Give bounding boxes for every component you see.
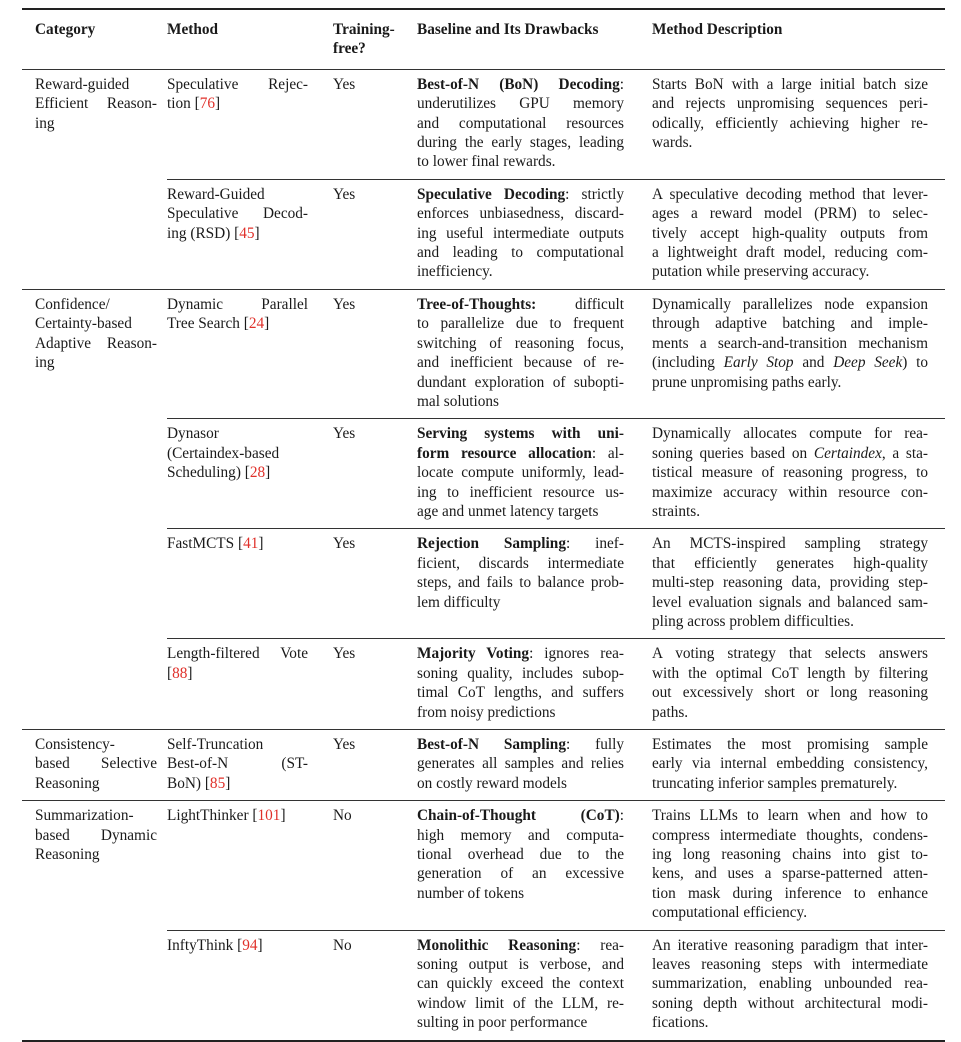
text-line: [167, 664, 308, 683]
text-line: locate compute uniformly, lead-: [417, 464, 624, 482]
text-line: timal CoT lengths, and suffers: [417, 684, 624, 702]
text-segment: and: [793, 354, 834, 372]
text-line: Reward-guided: [35, 75, 130, 93]
description-cell: [652, 69, 945, 179]
method-cell: [167, 730, 333, 801]
header-training-free: [333, 9, 417, 69]
text-segment: ]: [225, 774, 231, 792]
text-line: Yes: [333, 645, 356, 663]
text-line: switching of reasoning focus,: [417, 334, 624, 352]
text-line: Consistency-: [35, 736, 115, 753]
text-line: steps, and fails to balance prob-: [417, 574, 624, 592]
text-line: multi-step reasoning data, providing step-: [652, 574, 928, 592]
training-free-cell: [333, 529, 417, 639]
baseline-name: Tree-of-Thoughts:: [417, 295, 537, 313]
description-cell: [652, 419, 945, 529]
method-cell: [167, 930, 333, 1041]
text-line: Dynamic Parallel: [167, 295, 308, 313]
text-line: putation while preserving accuracy.: [652, 263, 870, 281]
text-segment: ]: [215, 95, 221, 113]
table-row: [22, 801, 945, 930]
text-line: wards.: [652, 134, 693, 152]
text-segment: (including: [652, 354, 724, 372]
training-free-cell: [333, 930, 417, 1041]
baseline-name: Majority Voting: [417, 645, 530, 663]
text-line: No: [333, 807, 352, 825]
description-cell: [652, 801, 945, 930]
text-line: [652, 353, 928, 372]
citation-link[interactable]: 41: [243, 535, 259, 553]
text-line: ments a search-and-transition mechanism: [652, 334, 928, 352]
text-line: Length-filtered Vote: [167, 645, 308, 663]
text-line: tistical measure of reasoning progress, to: [652, 464, 928, 482]
text-line: Reward-Guided: [167, 185, 265, 203]
table-row: [22, 289, 945, 418]
methods-comparison-table: [22, 8, 945, 1042]
text-line: lem difficulty: [417, 593, 501, 611]
text-line: [167, 936, 308, 955]
training-free-cell: [333, 289, 417, 418]
text-line: soning quality, includes subop-: [417, 664, 624, 682]
text-line: truncating inferior samples prematurely.: [652, 774, 898, 792]
text-line: tion mask during inference to enhance: [652, 884, 928, 902]
text-line: generates all samples and relies: [417, 755, 624, 773]
text-segment: InftyThink [: [167, 936, 243, 954]
description-cell: [652, 930, 945, 1041]
text-line: generation of an excessive: [417, 865, 624, 883]
text-line: [417, 936, 624, 955]
text-line: Speculative Decod-: [167, 205, 308, 223]
text-line: fications.: [652, 1014, 709, 1032]
text-line: Estimates the most promising sample: [652, 736, 928, 753]
baseline-cell: [417, 289, 652, 418]
text-line: out excessively short or long reasoning: [652, 684, 928, 702]
baseline-cell: [417, 419, 652, 529]
citation-link[interactable]: 88: [172, 664, 188, 682]
citation-link[interactable]: 85: [209, 774, 226, 792]
text-line: level evaluation signals and balanced sam-: [652, 593, 928, 611]
text-line: Starts BoN with a large initial batch size: [652, 75, 928, 93]
text-segment: tion [: [167, 95, 200, 113]
text-segment: ]: [257, 936, 263, 954]
text-line: Yes: [333, 425, 356, 443]
text-line: that efficiently generates high-quality: [652, 554, 928, 572]
text-line: [417, 644, 624, 663]
text-line: through adaptive batching and imple-: [652, 315, 928, 333]
text-line: [417, 735, 624, 754]
text-line: mal solutions: [417, 392, 500, 410]
text-line: odically, efficiently achieving higher re-: [652, 114, 928, 132]
text-line: An MCTS-inspired sampling strategy: [652, 535, 928, 553]
text-segment: : strictly: [565, 185, 625, 203]
table-row: [22, 69, 945, 179]
description-cell: [652, 179, 945, 289]
text-line: during the early stages, leading: [417, 134, 624, 152]
table-header: [22, 9, 945, 69]
text-line: soning depth without architectural modi-: [652, 994, 928, 1012]
method-cell: [167, 69, 333, 179]
text-line: Yes: [333, 185, 356, 203]
baseline-cell: [417, 529, 652, 639]
text-line: age and unmet latency targets: [417, 502, 599, 520]
text-segment: ]: [280, 807, 286, 825]
baseline-name: Serving systems with uni-: [417, 425, 624, 443]
text-segment: ]: [264, 315, 270, 333]
text-line: No: [333, 936, 352, 954]
text-line: Yes: [333, 75, 356, 93]
category-cell: [22, 289, 167, 729]
method-cell: [167, 179, 333, 289]
text-segment: ing (RSD) [: [167, 224, 240, 242]
text-line: prune unpromising paths early.: [652, 373, 842, 391]
citation-link[interactable]: 101: [257, 807, 281, 825]
header-row: [22, 9, 945, 69]
text-segment: difficult: [536, 295, 624, 313]
text-line: [417, 424, 624, 443]
text-segment: FastMCTS [: [167, 535, 244, 553]
text-segment: BoN) [: [167, 774, 210, 792]
text-segment: ) to: [902, 354, 928, 372]
text-line: [417, 185, 624, 204]
baseline-name: Speculative Decoding: [417, 185, 566, 203]
text-line: dundant exploration of subopti-: [417, 373, 624, 391]
category-group: [22, 289, 945, 729]
text-line: early via internal embedding consistency,: [652, 755, 928, 773]
text-line: sulting in poor performance: [417, 1014, 588, 1032]
training-free-cell: [333, 419, 417, 529]
text-line: Yes: [333, 535, 356, 553]
text-segment: Tree Search [: [167, 315, 249, 333]
text-line: and inefficient because of re-: [417, 354, 624, 372]
text-line: compress intermediate thoughts, condens-: [652, 826, 928, 844]
text-segment: : inef-: [565, 535, 624, 553]
emphasis-text: Certaindex: [813, 444, 882, 462]
text-line: ing long reasoning chains into gist to-: [652, 846, 928, 864]
text-segment: : fully: [565, 736, 624, 753]
citation-link[interactable]: 94: [242, 936, 258, 954]
text-line: from noisy predictions: [417, 703, 556, 721]
text-line: and computational resources: [417, 114, 624, 132]
baseline-cell: [417, 179, 652, 289]
baseline-name: Chain-of-Thought (CoT): [417, 807, 620, 825]
category-cell: [22, 69, 167, 289]
text-line: ages a reward model (PRM) to selec-: [652, 205, 928, 223]
text-line: ing: [35, 354, 55, 372]
citation-link[interactable]: 28: [249, 464, 266, 482]
text-line: high memory and computa-: [417, 826, 624, 844]
training-free-cell: [333, 639, 417, 730]
text-line: to lower final rewards.: [417, 153, 556, 171]
text-line: can quickly exceed the context: [417, 975, 624, 993]
method-cell: [167, 289, 333, 418]
text-line: ficient, discards intermediate: [417, 554, 624, 572]
text-line: [417, 806, 624, 825]
text-line: ing: [35, 114, 55, 132]
description-cell: [652, 289, 945, 418]
baseline-cell: [417, 801, 652, 930]
text-line: ing to inefficient resource us-: [417, 483, 624, 501]
baseline-name: form resource allocation: [417, 444, 592, 462]
text-line: [167, 314, 308, 333]
text-segment: : rea-: [576, 936, 624, 954]
text-line: [167, 463, 308, 482]
text-segment: ]: [258, 535, 264, 553]
text-line: inefficiency.: [417, 263, 493, 281]
text-segment: : ignores rea-: [529, 645, 625, 663]
description-cell: [652, 529, 945, 639]
baseline-cell: [417, 639, 652, 730]
header-method: [167, 9, 333, 69]
text-line: kens, and uses a sparse-patterned atten-: [652, 865, 928, 883]
text-line: with the optimal CoT length by filtering: [652, 664, 928, 682]
text-line: Category: [35, 21, 96, 38]
text-line: Confidence/: [35, 295, 110, 313]
text-line: enforces unbiasedness, discard-: [417, 205, 624, 223]
text-line: tional overhead due to the: [417, 846, 624, 864]
text-segment: ]: [265, 464, 271, 482]
text-line: Baseline and Its Drawbacks: [417, 21, 599, 38]
text-segment: :: [619, 75, 624, 93]
training-free-cell: [333, 179, 417, 289]
baseline-name: Rejection Sampling: [417, 535, 566, 553]
text-line: Speculative Rejec-: [167, 75, 308, 93]
text-line: [167, 774, 308, 793]
method-cell: [167, 801, 333, 930]
text-line: based Selective: [35, 755, 157, 773]
text-line: Dynamically allocates compute for rea-: [652, 425, 928, 443]
category-group: [22, 69, 945, 289]
text-line: Dynamically parallelizes node expansion: [652, 295, 928, 313]
header-baseline: [417, 9, 652, 69]
baseline-cell: [417, 930, 652, 1041]
text-line: underutilizes GPU memory: [417, 95, 624, 113]
text-line: Summarization-: [35, 807, 134, 825]
text-line: paths.: [652, 703, 689, 721]
text-line: [652, 444, 928, 463]
text-segment: , a sta-: [881, 444, 928, 462]
text-line: computational efficiency.: [652, 904, 808, 922]
category-cell: [22, 730, 167, 801]
text-line: Reasoning: [35, 846, 100, 864]
text-line: ing useful intermediate outputs: [417, 224, 624, 242]
table-row: [22, 730, 945, 801]
text-line: [417, 534, 624, 553]
method-cell: [167, 419, 333, 529]
text-line: and rejects unpromising sequences peri-: [652, 95, 928, 113]
citation-link[interactable]: 76: [199, 95, 216, 113]
category-cell: [22, 801, 167, 1041]
header-description: [652, 9, 945, 69]
text-line: soning output is verbose, and: [417, 956, 624, 974]
text-line: Training-: [333, 21, 395, 38]
text-segment: ]: [187, 664, 193, 682]
text-line: Trains LLMs to learn when and how to: [652, 807, 928, 825]
baseline-name: Best-of-N (BoN) Decoding: [417, 75, 620, 93]
text-line: Efficient Reason-: [35, 95, 157, 113]
description-cell: [652, 639, 945, 730]
category-group: [22, 730, 945, 801]
text-line: free?: [333, 40, 366, 58]
training-free-cell: [333, 801, 417, 930]
text-line: on costly reward models: [417, 774, 567, 792]
text-line: [417, 295, 624, 314]
text-line: Dynasor: [167, 425, 219, 443]
text-line: [167, 534, 308, 553]
category-group: [22, 801, 945, 1041]
text-line: window limit of the LLM, re-: [417, 994, 624, 1012]
text-line: A voting strategy that selects answers: [652, 645, 928, 663]
text-line: pling across problem difficulties.: [652, 612, 854, 630]
header-category: [22, 9, 167, 69]
emphasis-text: Early Stop: [723, 354, 794, 372]
text-line: [417, 75, 624, 94]
text-line: Certainty-based: [35, 315, 132, 333]
baseline-name: Monolithic Reasoning: [417, 936, 577, 954]
method-cell: [167, 639, 333, 730]
baseline-cell: [417, 69, 652, 179]
text-segment: ]: [254, 224, 260, 242]
text-line: Yes: [333, 295, 356, 313]
description-cell: [652, 730, 945, 801]
citation-link[interactable]: 24: [248, 315, 265, 333]
text-line: Method Description: [652, 21, 783, 38]
citation-link[interactable]: 45: [239, 224, 255, 242]
text-line: [167, 806, 308, 825]
text-line: number of tokens: [417, 884, 525, 902]
text-line: (Certaindex-based: [167, 444, 280, 462]
text-segment: Scheduling) [: [167, 464, 250, 482]
text-line: summarization, enabling unbounded rea-: [652, 975, 928, 993]
text-line: leaves reasoning steps with intermediate: [652, 956, 928, 974]
text-line: based Dynamic: [35, 826, 157, 844]
emphasis-text: Deep Seek: [833, 354, 903, 372]
text-segment: LightThinker [: [167, 807, 258, 825]
baseline-cell: [417, 730, 652, 801]
text-line: Self-Truncation: [167, 736, 264, 753]
training-free-cell: [333, 69, 417, 179]
text-line: to parallelize due to frequent: [417, 315, 624, 333]
text-line: A speculative decoding method that lever-: [652, 185, 928, 203]
text-line: [167, 94, 308, 113]
text-line: An iterative reasoning paradigm that inter-: [652, 936, 928, 954]
text-line: [417, 444, 624, 463]
text-segment: [: [167, 664, 173, 682]
text-line: Method: [167, 21, 218, 38]
baseline-name: Best-of-N Sampling: [417, 736, 566, 753]
text-line: maximize accuracy within resource con-: [652, 483, 928, 501]
text-line: Adaptive Reason-: [35, 334, 157, 352]
text-line: a lightweight draft model, reducing com-: [652, 244, 928, 262]
text-line: [167, 224, 308, 243]
text-line: straints.: [652, 502, 701, 520]
text-segment: : al-: [591, 444, 624, 462]
text-segment: :: [619, 807, 624, 825]
text-line: Yes: [333, 736, 356, 753]
text-line: Reasoning: [35, 774, 100, 792]
text-segment: soning queries based on: [652, 444, 814, 462]
text-line: tively accept high-quality outputs from: [652, 224, 928, 242]
text-line: and leading to computational: [417, 244, 624, 262]
training-free-cell: [333, 730, 417, 801]
method-cell: [167, 529, 333, 639]
text-line: Best-of-N (ST-: [167, 755, 308, 773]
